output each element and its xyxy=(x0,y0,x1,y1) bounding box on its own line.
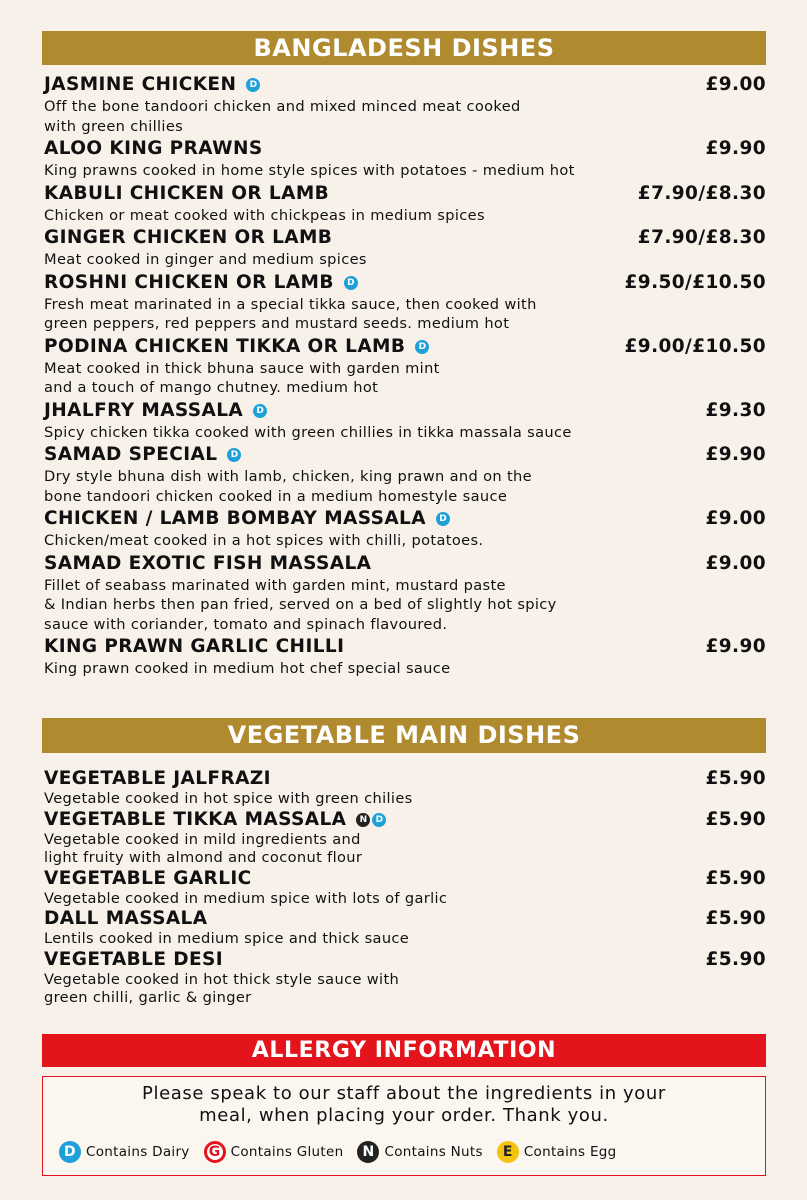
dish-price: £7.90/£8.30 xyxy=(637,227,766,248)
legend-item xyxy=(59,1141,190,1163)
dish-price: £7.90/£8.30 xyxy=(637,182,766,204)
dish-name: VEGETABLE TIKKA MASSALA xyxy=(44,808,347,830)
menu-item xyxy=(44,443,766,506)
legend-label: Contains Egg xyxy=(523,1144,617,1160)
dish-description: King prawns cooked in home style spices with potatoes - medium hot xyxy=(44,162,575,179)
menu-item xyxy=(44,226,766,270)
dish-price: £5.90 xyxy=(705,867,766,889)
menu-item xyxy=(44,552,766,635)
dish-name-group xyxy=(44,552,371,576)
menu-item-header xyxy=(44,335,766,359)
dish-price: £9.30 xyxy=(705,399,766,421)
dish-price: £9.00 xyxy=(705,552,766,574)
dairy-badge-icon: D xyxy=(227,448,241,462)
legend-label: Contains Nuts xyxy=(384,1144,483,1160)
menu-item xyxy=(44,507,766,551)
dish-price: £9.90 xyxy=(705,138,766,159)
section-bangladesh-dishes xyxy=(44,73,766,679)
dish-name-group xyxy=(44,809,386,831)
dish-description: Chicken/meat cooked in a hot spices with chilli, potatoes. xyxy=(44,532,484,549)
menu-item xyxy=(44,908,766,949)
section-banner-vegetable: VEGETABLE MAIN DISHES xyxy=(42,718,766,753)
dish-name-group xyxy=(44,507,450,531)
dish-description: King prawn cooked in medium hot chef special sauce xyxy=(44,660,451,677)
allergy-text: Please speak to our staff about the ingredients in your meal, when placing your order. Thank you. xyxy=(142,1083,666,1126)
dish-description: Vegetable cooked in hot spice with green chilies xyxy=(44,790,413,807)
dish-price: £9.90 xyxy=(705,636,766,657)
menu-item-header xyxy=(44,635,766,659)
dish-name: VEGETABLE DESI xyxy=(44,948,224,970)
menu-item xyxy=(44,949,766,1008)
dish-name-group xyxy=(44,399,267,423)
dish-price: £5.90 xyxy=(705,948,766,970)
menu-item-header xyxy=(44,908,766,930)
dish-description: Fresh meat marinated in a special tikka sauce, then cooked with green peppers, red peppers and mustard seeds. medium hot xyxy=(44,295,537,332)
dish-name: VEGETABLE JALFRAZI xyxy=(44,768,271,789)
menu-item-header xyxy=(44,768,766,790)
allergy-info-box xyxy=(42,1076,766,1176)
nuts-badge-icon: N xyxy=(356,813,370,827)
dish-name: JHALFRY MASSALA xyxy=(44,399,244,421)
legend-item xyxy=(357,1141,482,1163)
menu-item xyxy=(44,868,766,909)
menu-item-header xyxy=(44,949,766,971)
dish-name-group xyxy=(44,908,207,930)
dish-description: Off the bone tandoori chicken and mixed minced meat cooked with green chillies xyxy=(44,98,521,135)
dish-name-group xyxy=(44,335,429,359)
menu-item-header xyxy=(44,271,766,295)
menu-item-header xyxy=(44,552,766,576)
dish-description: Vegetable cooked in medium spice with lots of garlic xyxy=(44,889,448,907)
allergy-legend xyxy=(59,1141,631,1163)
menu-item xyxy=(44,182,766,226)
dish-price: £9.00 xyxy=(705,508,766,529)
menu-item xyxy=(44,809,766,868)
dish-name-group xyxy=(44,949,223,971)
menu-item-header xyxy=(44,399,766,423)
dish-description: Lentils cooked in medium spice and thick sauce xyxy=(44,930,410,947)
dish-name: CHICKEN / LAMB BOMBAY MASSALA xyxy=(44,508,426,529)
dish-price: £5.90 xyxy=(705,908,766,929)
dish-description: Spicy chicken tikka cooked with green chillies in tikka massala sauce xyxy=(44,423,572,441)
menu-item-header xyxy=(44,226,766,250)
dish-name-group xyxy=(44,271,358,295)
menu-item xyxy=(44,271,766,334)
dish-price: £9.90 xyxy=(705,444,766,465)
menu-item xyxy=(44,73,766,136)
dish-name: SAMAD SPECIAL xyxy=(44,444,218,465)
dish-name: ROSHNI CHICKEN OR LAMB xyxy=(44,271,334,293)
dish-description: Chicken or meat cooked with chickpeas in medium spices xyxy=(44,206,485,224)
dish-price: £9.00 xyxy=(705,74,766,95)
legend-label: Contains Gluten xyxy=(230,1144,344,1160)
dish-name-group xyxy=(44,868,252,890)
section-vegetable-dishes xyxy=(44,768,766,1008)
dish-name: DALL MASSALA xyxy=(44,908,208,929)
dairy-badge-icon: D xyxy=(344,276,358,290)
dairy-badge-icon: D xyxy=(436,512,450,526)
menu-item xyxy=(44,335,766,398)
menu-item-header xyxy=(44,507,766,531)
dish-description: Vegetable cooked in mild ingredients and light fruity with almond and coconut flour xyxy=(44,830,363,866)
menu-item xyxy=(44,399,766,443)
dish-description: Fillet of seabass marinated with garden mint, mustard paste & Indian herbs then pan fried, served on a bed of slightly hot spicy sauce with coriander, tomato and spinach flavoured. xyxy=(44,576,557,633)
menu-item-header xyxy=(44,137,766,161)
dairy-badge-icon: D xyxy=(415,340,429,354)
dish-name: JASMINE CHICKEN xyxy=(44,74,237,95)
legend-label: Contains Dairy xyxy=(86,1144,190,1160)
dish-name-group xyxy=(44,73,260,97)
dish-name: KABULI CHICKEN OR LAMB xyxy=(44,182,330,204)
dish-name-group xyxy=(44,182,329,206)
section-banner-bangladesh: BANGLADESH DISHES xyxy=(42,31,766,65)
dish-description: Vegetable cooked in hot thick style sauce with green chilli, garlic & ginger xyxy=(44,970,400,1006)
dish-description: Meat cooked in thick bhuna sauce with garden mint and a touch of mango chutney. medium hot xyxy=(44,359,440,396)
dish-name-group xyxy=(44,768,271,790)
menu-item-header xyxy=(44,182,766,206)
dairy-badge-icon: D xyxy=(246,78,260,92)
dairy-badge-icon: D xyxy=(372,813,386,827)
gluten-legend-icon: G xyxy=(204,1141,226,1163)
menu-item-header xyxy=(44,868,766,890)
egg-legend-icon: E xyxy=(497,1141,519,1163)
menu-item-header xyxy=(44,443,766,467)
legend-item xyxy=(204,1141,344,1163)
dish-name: SAMAD EXOTIC FISH MASSALA xyxy=(44,552,372,574)
allergy-banner: ALLERGY INFORMATION xyxy=(42,1034,766,1067)
dish-price: £9.00/£10.50 xyxy=(624,335,766,357)
dish-name: KING PRAWN GARLIC CHILLI xyxy=(44,636,345,657)
dish-name-group xyxy=(44,137,263,161)
menu-item-header xyxy=(44,73,766,97)
dish-name-group xyxy=(44,226,332,250)
dish-name: VEGETABLE GARLIC xyxy=(44,867,252,889)
dish-name-group xyxy=(44,635,344,659)
menu-item xyxy=(44,635,766,679)
menu-item xyxy=(44,768,766,809)
dish-description: Dry style bhuna dish with lamb, chicken, king prawn and on the bone tandoori chicken cooked in a medium homestyle sauce xyxy=(44,468,532,505)
dish-description: Meat cooked in ginger and medium spices xyxy=(44,251,367,268)
dish-price: £9.50/£10.50 xyxy=(624,271,766,293)
dish-name: PODINA CHICKEN TIKKA OR LAMB xyxy=(44,335,406,357)
dish-price: £5.90 xyxy=(705,808,766,830)
dish-name: GINGER CHICKEN OR LAMB xyxy=(44,227,333,248)
nuts-legend-icon: N xyxy=(357,1141,379,1163)
dish-name: ALOO KING PRAWNS xyxy=(44,138,263,159)
dish-name-group xyxy=(44,443,241,467)
dairy-legend-icon: D xyxy=(59,1141,81,1163)
menu-item-header xyxy=(44,809,766,831)
dish-price: £5.90 xyxy=(705,768,766,789)
menu-item xyxy=(44,137,766,181)
dairy-badge-icon: D xyxy=(253,404,267,418)
legend-item xyxy=(497,1141,617,1163)
